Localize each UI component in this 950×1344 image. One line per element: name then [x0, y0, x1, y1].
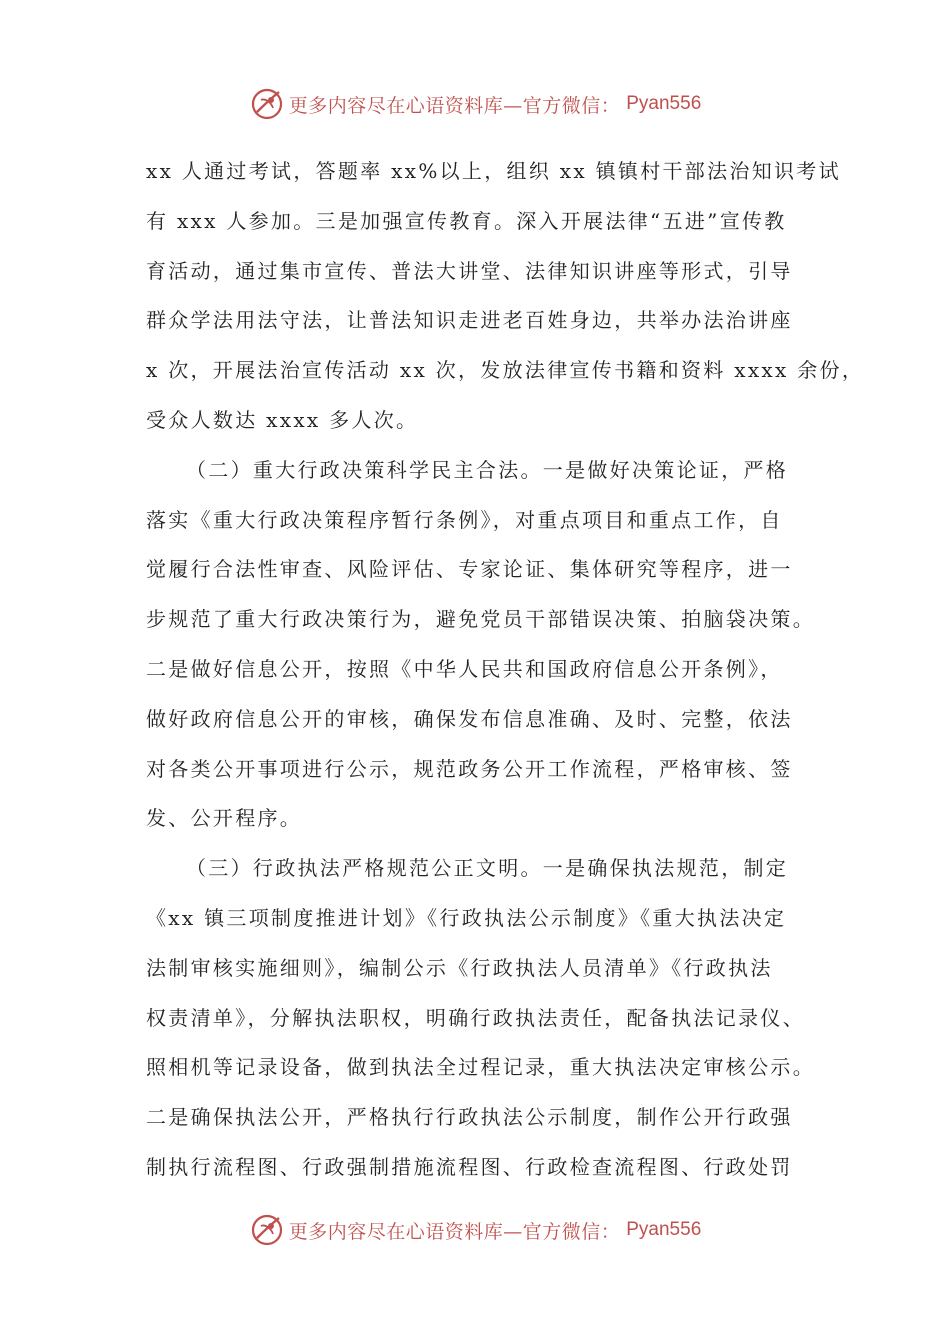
text-line: 法制审核实施细则》，编制公示《行政执法人员清单》《行政执法 — [146, 955, 773, 980]
text-line: 发、公开程序。 — [146, 806, 303, 831]
banner-text: 更多内容尽在心语资料库—官方微信： — [288, 94, 621, 117]
text-line: xx 人通过考试，答题率 xx%以上，组织 xx 镇镇村干部法治知识考试 — [146, 159, 841, 183]
brand-logo-icon — [249, 86, 285, 122]
text-line: 二是做好信息公开，按照《中华人民共和国政府信息公开条例》， — [146, 656, 783, 681]
text-line: 制执行流程图、行政强制措施流程图、行政检查流程图、行政处罚 — [146, 1154, 793, 1179]
brand-logo-icon — [249, 1212, 285, 1248]
document-body — [146, 147, 865, 1193]
text-line: 有 xxx 人参加。三是加强宣传教育。深入开展法律“五进”宣传教 — [146, 208, 787, 233]
banner-text: 更多内容尽在心语资料库—官方微信： — [288, 1220, 621, 1243]
text-line: 群众学法用法守法，让普法知识走进老百姓身边，共举办法治讲座 — [146, 308, 793, 333]
text-line: 受众人数达 xxxx 多人次。 — [146, 407, 419, 432]
text-line: 对各类公开事项进行公示，规范政务公开工作流程，严格审核、签 — [146, 756, 793, 781]
text-line: 育活动，通过集市宣传、普法大讲堂、法律知识讲座等形式，引导 — [146, 258, 793, 283]
text-line: 落实《重大行政决策程序暂行条例》，对重点项目和重点工作，自 — [146, 507, 783, 532]
text-line: 照相机等记录设备，做到执法全过程记录，重大执法决定审核公示。 — [146, 1055, 815, 1080]
text-line: x 次，开展法治宣传活动 xx 次，发放法律宣传书籍和资料 xxxx 余份， — [146, 358, 865, 383]
text-line: 二是确保执法公开，严格执行行政执法公示制度，制作公开行政强 — [146, 1105, 793, 1130]
text-line: 做好政府信息公开的审核，确保发布信息准确、及时、完整，依法 — [146, 706, 793, 731]
text-line: 权责清单》，分解执法职权，明确行政执法责任，配备执法记录仪、 — [146, 1005, 805, 1030]
header-banner — [0, 84, 950, 124]
section-heading-line: （三）行政执法严格规范公正文明。一是确保执法规范，制定 — [186, 856, 789, 881]
footer-banner — [0, 1210, 950, 1250]
text-line: 《xx 镇三项制度推进计划》《行政执法公示制度》《重大执法决定 — [146, 905, 787, 930]
text-line: 觉履行合法性审查、风险评估、专家论证、集体研究等程序，进一 — [146, 557, 793, 582]
text-line: 步规范了重大行政决策行为，避免党员干部错误决策、拍脑袋决策。 — [146, 607, 815, 632]
banner-wechat-id: Pyan556 — [626, 93, 702, 114]
section-heading-line: （二）重大行政决策科学民主合法。一是做好决策论证，严格 — [186, 457, 789, 482]
banner-wechat-id: Pyan556 — [626, 1219, 702, 1240]
